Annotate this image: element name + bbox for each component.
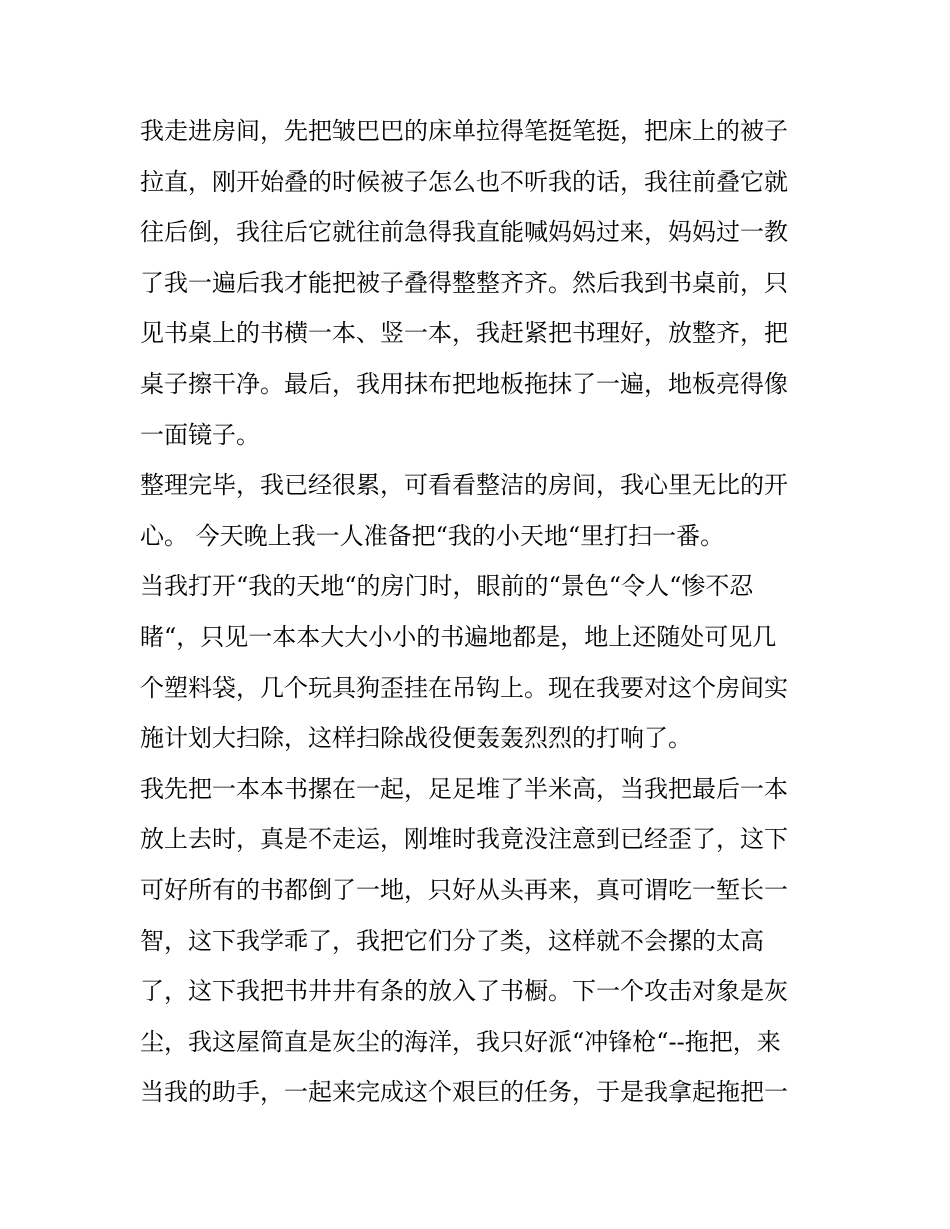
text-line: 桌子擦干净。最后，我用抹布把地板拖抹了一遍，地板亮得像 — [140, 369, 788, 398]
text-line: 可好所有的书都倒了一地，只好从头再来，真可谓吃一堑长一 — [140, 875, 788, 904]
text-line: 拉直，刚开始叠的时候被子怎么也不听我的话，我往前叠它就 — [140, 167, 788, 196]
text-line: 我先把一本本书摞在一起，足足堆了半米高，当我把最后一本 — [140, 774, 788, 803]
text-line: 心。 今天晚上我一人准备把“我的小天地“里打扫一番。 — [140, 521, 725, 550]
text-line: 尘，我这屋简直是灰尘的海洋，我只好派“冲锋枪“--拖把，来 — [140, 1027, 781, 1056]
text-line: 施计划大扫除，这样扫除战役便轰轰烈烈的打响了。 — [140, 724, 692, 753]
text-line: 睹“，只见一本本大大小小的书遍地都是，地上还随处可见几 — [140, 622, 777, 651]
text-line: 个塑料袋，几个玩具狗歪挂在吊钩上。现在我要对这个房间实 — [140, 673, 788, 702]
body-text — [140, 106, 820, 1118]
text-line: 了我一遍后我才能把被子叠得整整齐齐。然后我到书桌前，只 — [140, 268, 788, 297]
text-line: 当我的助手，一起来完成这个艰巨的任务，于是我拿起拖把一 — [140, 1078, 788, 1107]
text-line: 一面镜子。 — [140, 420, 260, 449]
text-line: 往后倒，我往后它就往前急得我直能喊妈妈过来，妈妈过一教 — [140, 218, 788, 247]
text-line: 了，这下我把书井井有条的放入了书橱。下一个攻击对象是灰 — [140, 977, 788, 1006]
text-line: 智，这下我学乖了，我把它们分了类，这样就不会摞的太高 — [140, 926, 764, 955]
text-line: 放上去时，真是不走运，刚堆时我竟没注意到已经歪了，这下 — [140, 825, 788, 854]
text-line: 我走进房间，先把皱巴巴的床单拉得笔挺笔挺，把床上的被子 — [140, 117, 788, 145]
text-line: 当我打开“我的天地“的房门时，眼前的“景色“令人“惨不忍 — [140, 572, 754, 601]
text-line: 整理完毕，我已经很累，可看看整洁的房间，我心里无比的开 — [140, 471, 788, 500]
text-line: 见书桌上的书横一本、竖一本，我赶紧把书理好，放整齐，把 — [140, 319, 788, 348]
